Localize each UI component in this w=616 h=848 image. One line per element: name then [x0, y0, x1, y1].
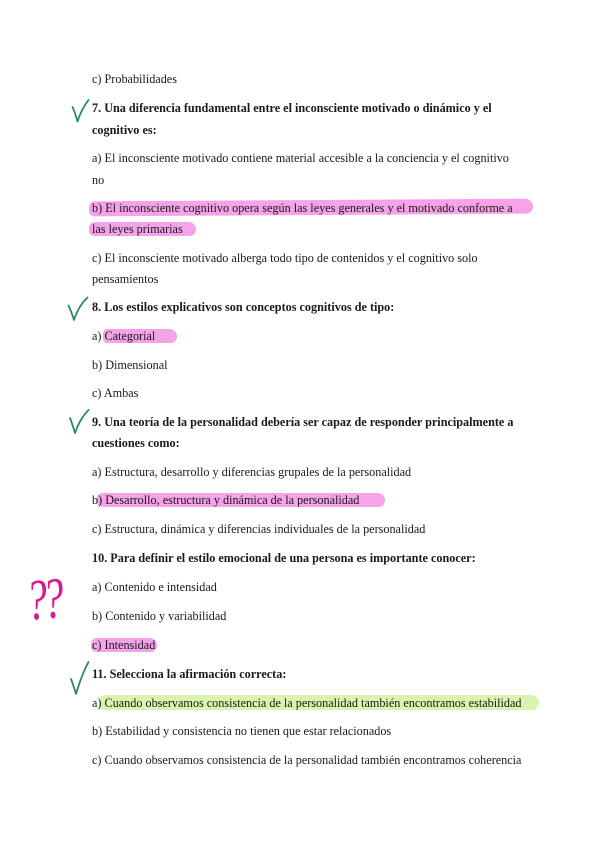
- option-text: Ambas: [103, 386, 139, 400]
- option-label: c): [92, 72, 102, 86]
- checkmark-icon: [70, 410, 89, 433]
- option-text: Cuando observamos consistencia de la personalidad también encontramos estabilidad: [104, 696, 522, 710]
- option-text: Intensidad: [104, 638, 156, 652]
- question-number: 10.: [92, 551, 108, 565]
- option-text: Contenido e intensidad: [104, 580, 217, 594]
- question-text: [92, 666, 286, 682]
- option-a: [92, 328, 155, 344]
- option-a: [92, 579, 217, 595]
- option-label: b): [92, 201, 103, 215]
- option-label: c): [92, 251, 102, 265]
- checkmark-icon: [69, 298, 88, 321]
- option-text: Estructura, dinámica y diferencias individuales de la personalidad: [104, 522, 426, 536]
- option-b: [92, 200, 513, 216]
- option-label: c): [92, 386, 102, 400]
- question-number: 9.: [92, 415, 102, 429]
- checkmark-icon: [73, 100, 89, 122]
- question-number: 8.: [92, 300, 102, 314]
- question-text: [92, 414, 513, 430]
- option-label: b): [92, 609, 103, 623]
- option-label: c): [92, 753, 102, 767]
- question-number: 7.: [92, 101, 102, 115]
- option-text: El inconsciente motivado contiene material accesible a la conciencia y el cognitivo: [104, 151, 509, 165]
- option-text-continued: las leyes primarias: [92, 222, 183, 236]
- option-label: b): [92, 493, 103, 507]
- option-text-continued: pensamientos: [92, 272, 159, 286]
- option-c: [92, 385, 138, 401]
- option-label: a): [92, 465, 102, 479]
- option-label: c): [92, 638, 102, 652]
- option-text: Dimensional: [105, 358, 168, 372]
- option-text: El inconsciente cognitivo opera según las leyes generales y el motivado conforme a: [105, 201, 513, 215]
- option-b: [92, 723, 391, 739]
- option-label: a): [92, 329, 102, 343]
- option-text: Estabilidad y consistencia no tienen que estar relacionados: [105, 724, 392, 738]
- question-text-continued: cuestiones como:: [92, 436, 180, 450]
- option-text: El inconsciente motivado alberga todo tipo de contenidos y el cognitivo solo: [104, 251, 478, 265]
- option-b: [92, 492, 359, 508]
- option-text: Desarrollo, estructura y dinámica de la personalidad: [105, 493, 360, 507]
- option-text: Estructura, desarrollo y diferencias grupales de la personalidad: [104, 465, 412, 479]
- option-text: Contenido y variabilidad: [105, 609, 227, 623]
- checkmark-icon: [71, 662, 89, 694]
- option-label: a): [92, 580, 102, 594]
- handwritten-question-marks: ??: [23, 565, 63, 633]
- option-label: a): [92, 696, 102, 710]
- option-c: [92, 250, 478, 266]
- option-c: [92, 752, 521, 768]
- option-label: a): [92, 151, 102, 165]
- question-text-continued: cognitivo es:: [92, 123, 157, 137]
- option-b: [92, 357, 168, 373]
- question-text-line: Selecciona la afirmación correcta:: [109, 667, 287, 681]
- question-text: [92, 550, 476, 566]
- question-text-line: Una teoría de la personalidad debería ser capaz de responder principalmente a: [104, 415, 514, 429]
- option-a: [92, 695, 521, 711]
- option-text: Categorial: [104, 329, 156, 343]
- question-text-line: Una diferencia fundamental entre el inconsciente motivado o dinámico y el: [104, 101, 492, 115]
- option-c: [92, 521, 425, 537]
- option-label: b): [92, 358, 103, 372]
- question-text: [92, 100, 492, 116]
- option-a: [92, 464, 411, 480]
- option-label: b): [92, 724, 103, 738]
- option-c: [92, 71, 177, 87]
- option-a: [92, 150, 509, 166]
- option-text: Probabilidades: [104, 72, 177, 86]
- question-text: [92, 299, 394, 315]
- option-text: Cuando observamos consistencia de la personalidad también encontramos coherencia: [104, 753, 522, 767]
- question-text-line: Para definir el estilo emocional de una persona es importante conocer:: [110, 551, 476, 565]
- option-label: c): [92, 522, 102, 536]
- question-text-line: Los estilos explicativos son conceptos cognitivos de tipo:: [104, 300, 395, 314]
- option-c: [92, 637, 155, 653]
- option-text-continued: no: [92, 173, 105, 187]
- question-number: 11.: [92, 667, 107, 681]
- option-b: [92, 608, 226, 624]
